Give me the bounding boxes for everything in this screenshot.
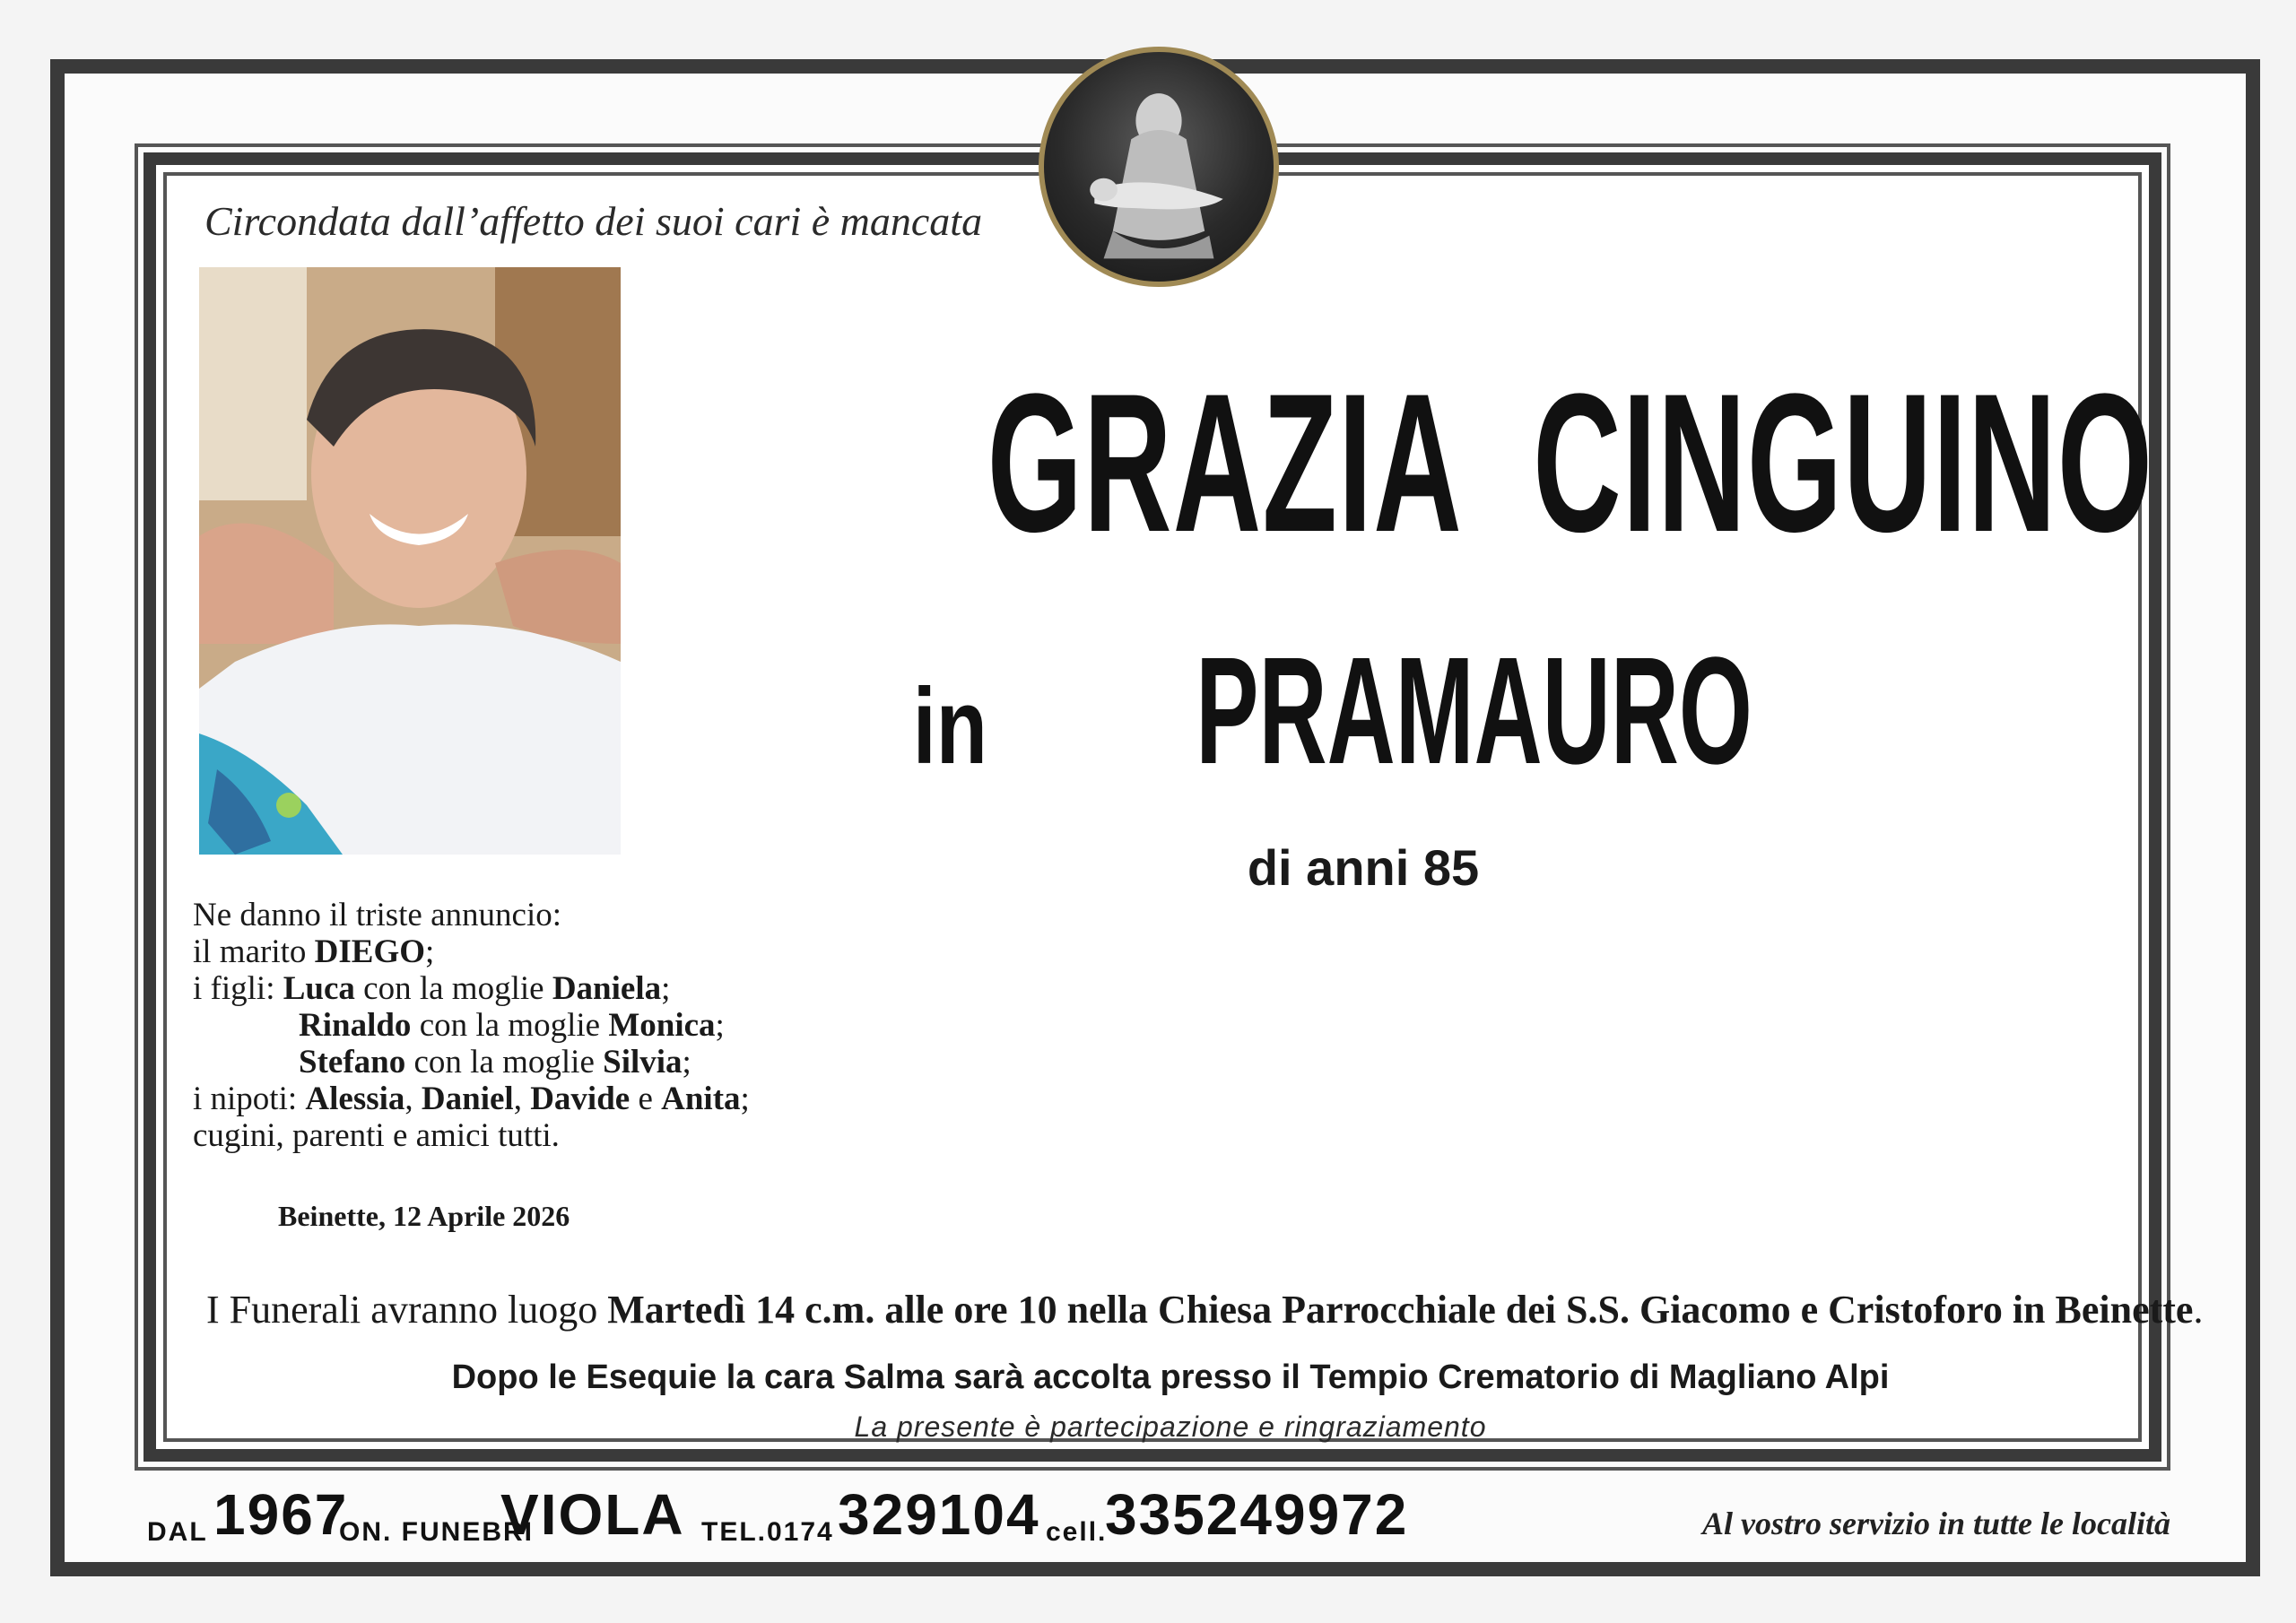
married-name: PRAMAURO bbox=[1195, 626, 1752, 796]
husband-name: DIEGO bbox=[314, 933, 426, 970]
thanks-text: La presente è partecipazione e ringraziamento bbox=[854, 1410, 1487, 1443]
business-name: VIOLA bbox=[500, 1482, 685, 1547]
place-date: Beinette, 12 Aprile 2026 bbox=[278, 1200, 570, 1232]
announcement-child: Rinaldo con la moglie Monica; bbox=[299, 1007, 725, 1044]
tel-label: TEL.0174 bbox=[701, 1517, 834, 1547]
tel-number: 329104 bbox=[838, 1482, 1040, 1547]
announcement-closing: cugini, parenti e amici tutti. bbox=[193, 1117, 560, 1154]
since-label: DAL bbox=[147, 1517, 208, 1547]
announcement-husband: il marito DIEGO; bbox=[193, 933, 435, 970]
married-prefix: in bbox=[912, 666, 988, 786]
funeral-info: I Funerali avranno luogo Martedì 14 c.m. alle ore 10 nella Chiesa Parrocchiale dei S.S. Giacomo e Cristoforo in Beinette. bbox=[206, 1288, 2204, 1332]
announcement-grandchildren: i nipoti: Alessia, Daniel, Davide e Anita; bbox=[193, 1081, 750, 1117]
married-name-line bbox=[726, 623, 2099, 799]
cell-label: cell. bbox=[1046, 1517, 1108, 1547]
announcement-child: Stefano con la moglie Silvia; bbox=[299, 1044, 691, 1081]
announcement-child: i figli: Luca con la moglie Daniela; bbox=[193, 970, 671, 1007]
cremation-info: Dopo le Esequie la cara Salma sarà accolta presso il Tempio Crematorio di Magliano Alpi bbox=[451, 1358, 1890, 1396]
business-label: ON. FUNEBRI bbox=[339, 1517, 534, 1547]
first-name: GRAZIA bbox=[987, 352, 1463, 573]
last-name: CINGUINO bbox=[1533, 352, 2154, 573]
pieta-medallion-icon bbox=[1039, 47, 1279, 287]
portrait-photo bbox=[199, 267, 621, 855]
announcement-intro: Ne danno il triste annuncio: bbox=[193, 897, 562, 933]
funeral-details: Martedì 14 c.m. alle ore 10 nella Chiesa Parrocchiale dei S.S. Giacomo e Cristoforo in Beinette bbox=[607, 1288, 2194, 1332]
footer-tagline: Al vostro servizio in tutte le località bbox=[1702, 1506, 2170, 1541]
age-text: di anni 85 bbox=[1247, 839, 1480, 896]
deceased-name bbox=[987, 350, 2154, 577]
intro-text: Circondata dall’affetto dei suoi cari è mancata bbox=[204, 198, 983, 244]
footer bbox=[144, 1480, 2170, 1560]
cell-number: 335249972 bbox=[1105, 1482, 1409, 1547]
since-year: 1967 bbox=[213, 1482, 349, 1547]
announcement bbox=[193, 897, 750, 1154]
